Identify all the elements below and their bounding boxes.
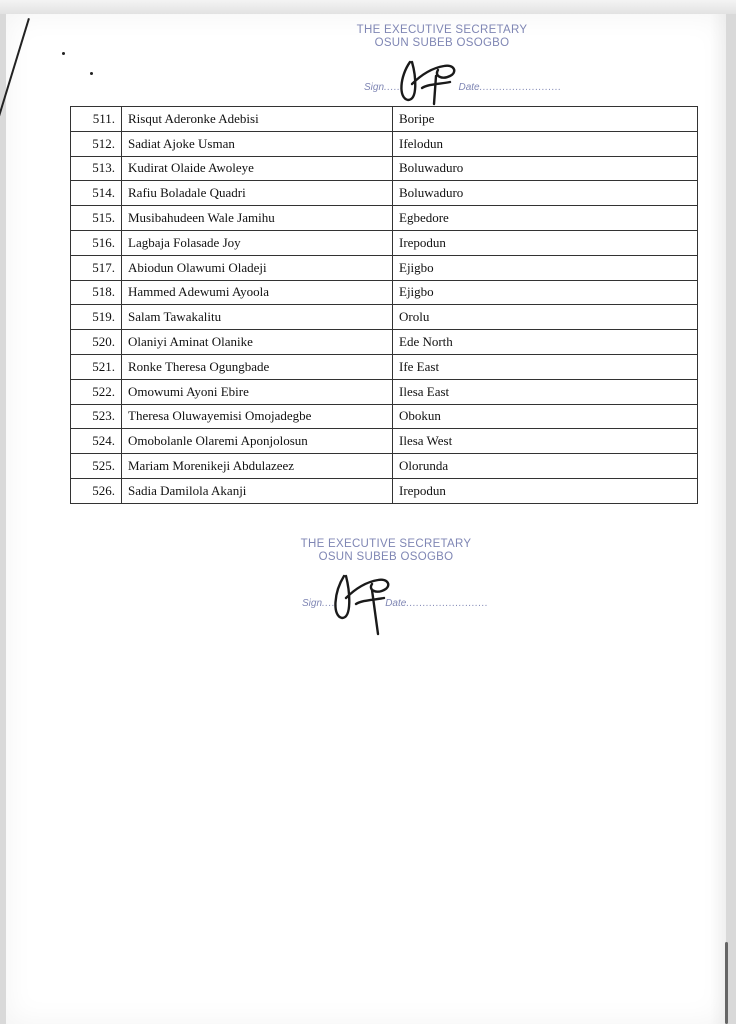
lga-name: Ejigbo (393, 280, 698, 305)
row-number: 524. (71, 429, 122, 454)
table-row (71, 379, 698, 404)
table-row (71, 181, 698, 206)
row-number: 522. (71, 379, 122, 404)
person-name: Salam Tawakalitu (122, 305, 393, 330)
lga-name: Irepodun (393, 230, 698, 255)
row-number: 518. (71, 280, 122, 305)
beneficiary-table (70, 106, 698, 504)
person-name: Sadiat Ajoke Usman (122, 131, 393, 156)
person-name: Olaniyi Aminat Olanike (122, 330, 393, 355)
row-number: 525. (71, 454, 122, 479)
lga-name: Boluwaduro (393, 181, 698, 206)
lga-name: Boluwaduro (393, 156, 698, 181)
table-row (71, 131, 698, 156)
person-name: Lagbaja Folasade Joy (122, 230, 393, 255)
table-row (71, 454, 698, 479)
lga-name: Ifelodun (393, 131, 698, 156)
signature-bottom (328, 566, 402, 638)
row-number: 513. (71, 156, 122, 181)
lga-name: Ede North (393, 330, 698, 355)
scrollbar-thumb[interactable] (725, 942, 728, 1024)
page-edge-shadow (710, 14, 726, 1024)
lga-name: Orolu (393, 305, 698, 330)
stamp-line1: THE EXECUTIVE SECRETARY (300, 538, 472, 550)
table-row (71, 429, 698, 454)
row-number: 523. (71, 404, 122, 429)
row-number: 515. (71, 206, 122, 231)
person-name: Theresa Oluwayemisi Omojadegbe (122, 404, 393, 429)
lga-name: Egbedore (393, 206, 698, 231)
row-number: 520. (71, 330, 122, 355)
table-row (71, 354, 698, 379)
table-row (71, 107, 698, 132)
lga-name: Boripe (393, 107, 698, 132)
lga-name: Ife East (393, 354, 698, 379)
table-row (71, 478, 698, 503)
lga-name: Ilesa East (393, 379, 698, 404)
row-number: 511. (71, 107, 122, 132)
sign-label: Sign (302, 598, 323, 609)
person-name: Omowumi Ayoni Ebire (122, 379, 393, 404)
row-number: 519. (71, 305, 122, 330)
table-row (71, 280, 698, 305)
stamp-line1: THE EXECUTIVE SECRETARY (356, 24, 528, 36)
row-number: 516. (71, 230, 122, 255)
ink-speck (62, 52, 65, 55)
person-name: Abiodun Olawumi Oladeji (122, 255, 393, 280)
lga-name: Ilesa West (393, 429, 698, 454)
table-row (71, 305, 698, 330)
lga-name: Obokun (393, 404, 698, 429)
lga-name: Ejigbo (393, 255, 698, 280)
viewer-top-strip (0, 0, 736, 14)
stamp-line2: OSUN SUBEB OSOGBO (318, 551, 454, 563)
table-row (71, 206, 698, 231)
table-row (71, 230, 698, 255)
person-name: Kudirat Olaide Awoleye (122, 156, 393, 181)
person-name: Mariam Morenikeji Abdulazeez (122, 454, 393, 479)
table-row (71, 404, 698, 429)
stamp-top-sign-row: Sign...... Date......................... (364, 82, 562, 93)
person-name: Musibahudeen Wale Jamihu (122, 206, 393, 231)
row-number: 517. (71, 255, 122, 280)
stamp-bottom (296, 538, 476, 564)
lga-name: Irepodun (393, 478, 698, 503)
person-name: Rafiu Boladale Quadri (122, 181, 393, 206)
row-number: 526. (71, 478, 122, 503)
date-label: Date (385, 598, 407, 609)
stamp-top (352, 24, 532, 50)
table-row (71, 330, 698, 355)
person-name: Hammed Adewumi Ayoola (122, 280, 393, 305)
person-name: Omobolanle Olaremi Aponjolosun (122, 429, 393, 454)
person-name: Risqut Aderonke Adebisi (122, 107, 393, 132)
row-number: 512. (71, 131, 122, 156)
ink-speck (90, 72, 93, 75)
row-number: 514. (71, 181, 122, 206)
person-name: Sadia Damilola Akanji (122, 478, 393, 503)
signature-top (392, 54, 472, 110)
date-label: Date (458, 82, 480, 93)
stamp-line2: OSUN SUBEB OSOGBO (374, 37, 510, 49)
table-row (71, 255, 698, 280)
stamp-bottom-sign-row: Sign..... Date......................... (302, 598, 489, 609)
sign-label: Sign (364, 82, 385, 93)
row-number: 521. (71, 354, 122, 379)
lga-name: Olorunda (393, 454, 698, 479)
person-name: Ronke Theresa Ogungbade (122, 354, 393, 379)
table-row (71, 156, 698, 181)
